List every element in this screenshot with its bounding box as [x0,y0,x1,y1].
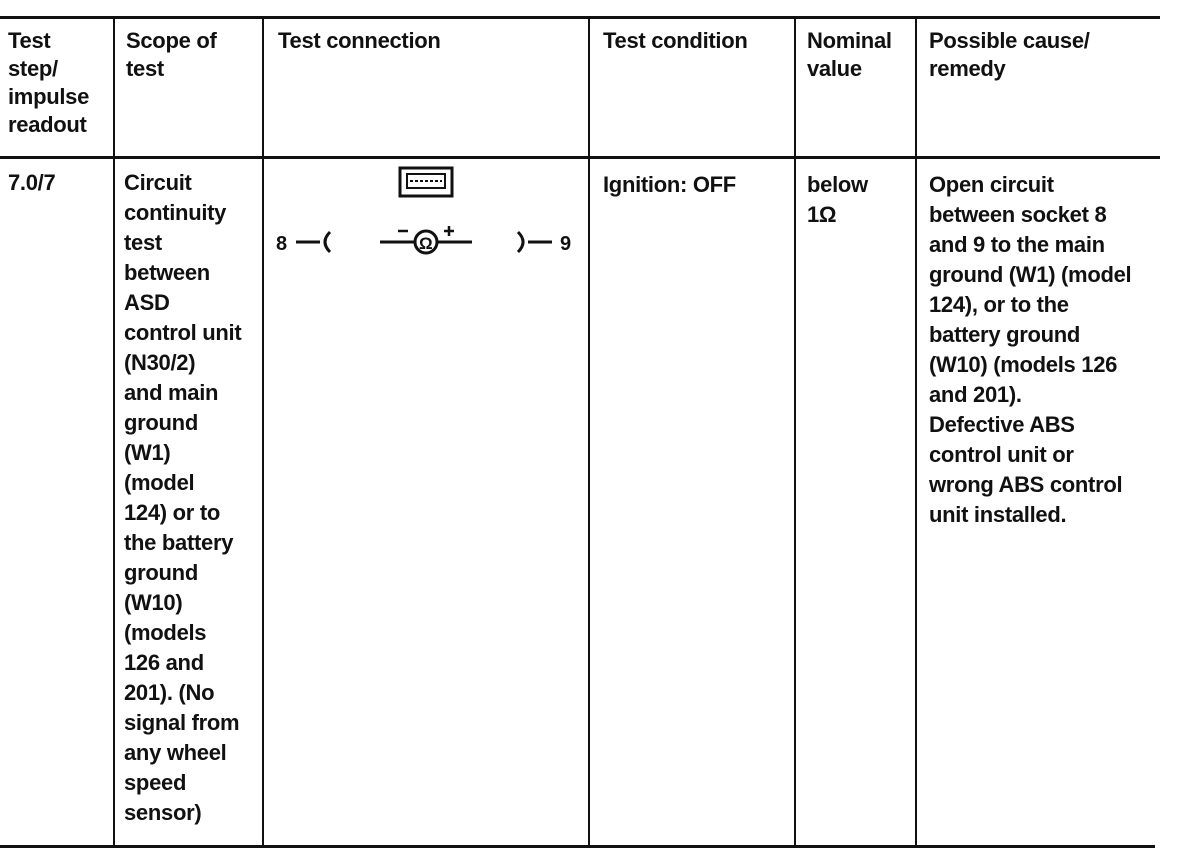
cell-scope-of-test: Circuit continuity test between ASD control unit (N30/2) and main ground (W1) (model 124) or to the battery ground (W10) (models 126 and 201). (No signal from any wheel speed sensor) [124,170,242,825]
right-socket-label: 9 [560,233,572,255]
column-divider-5 [915,16,917,847]
ohmmeter-symbol: Ω [419,234,433,253]
table-bottom-border [0,845,1155,848]
table-top-border [0,16,1160,19]
multimeter-icon [400,168,452,196]
cell-possible-cause: Open circuit between socket 8 and 9 to the main ground (W1) (model 124), or to the battery ground (W10) (models 126 and 201). Defective ABS control unit or wrong ABS control unit installed. [929,172,1132,527]
header-nominal-value: Nominal value [807,28,892,81]
column-divider-1 [113,16,115,847]
cell-test-condition: Ignition: OFF [603,172,736,197]
left-probe-icon [296,232,330,252]
ohmmeter-icon [380,226,472,253]
cell-test-step: 7.0/7 [8,170,56,195]
header-test-connection: Test connection [278,28,441,53]
header-separator [0,156,1160,159]
header-test-condition: Test condition [603,28,748,53]
header-scope-of-test: Scope of test [126,28,217,81]
column-divider-3 [588,16,590,847]
left-socket-label: 8 [276,233,288,255]
header-possible-cause: Possible cause/ remedy [929,28,1090,81]
test-connection-diagram [264,160,586,270]
cell-nominal-value: below 1Ω [807,172,868,227]
right-probe-icon [518,232,552,252]
column-divider-2 [262,16,264,847]
header-test-step: Test step/ impulse readout [8,28,90,137]
column-divider-4 [794,16,796,847]
